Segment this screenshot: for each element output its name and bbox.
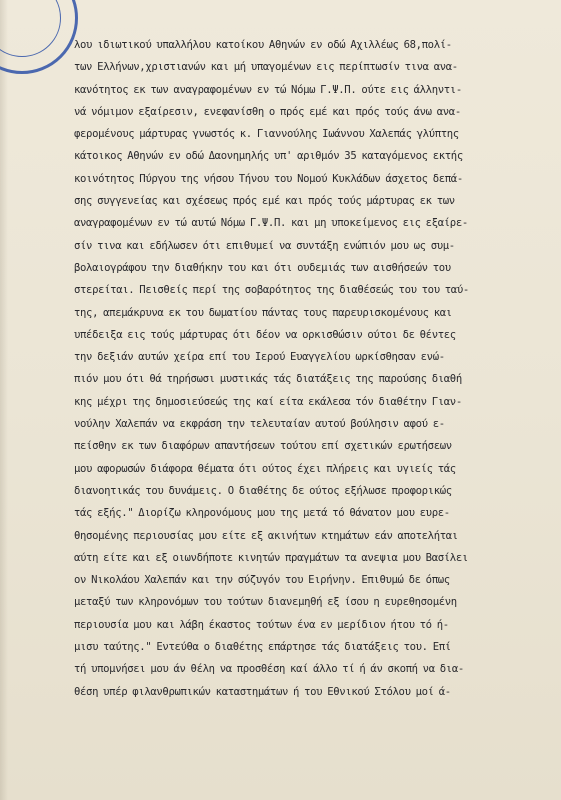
text-line: κης μέχρι της δημοσιεύσεώς της καί είτα εκάλεσα τόν διαθέτην Γιαν-: [74, 395, 462, 408]
text-line: τή υπομνήσει μου άν θέλη να προσθέση καί άλλο τί ή άν σκοπή να δια-: [74, 663, 464, 676]
text-line: νούλην Χαλεπάν να εκφράση την τελευταίαν αυτού βούλησιν αφού ε-: [74, 418, 445, 431]
text-line: λου ιδιωτικού υπαλλήλου κατοίκου Αθηνών εν οδώ Αχιλλέως 68,πολί-: [74, 39, 452, 51]
text-line: ον Νικολάου Χαλεπάν και την σύζυγόν του Ειρήνην. Επιθυμώ δε όπως: [74, 574, 450, 587]
text-line: φερομένους μάρτυρας γνωστός κ. Γιαννούλης Ιωάννου Χαλεπάς γλύπτης: [74, 128, 459, 141]
text-line: σίν τινα και εδήλωσεν ότι επιθυμεί να συντάξη ενώπιόν μου ως συμ-: [74, 239, 455, 252]
text-line: κάτοικος Αθηνών εν οδώ Δαονημηλής υπ' αριθμόν 35 καταγόμενος εκτής: [74, 150, 463, 163]
text-line: μου αφορωσών διάφορα θέματα ότι ούτος έχει πλήρεις και υγιείς τάς: [74, 462, 456, 475]
text-line: μισυ ταύτης." Εντεύθα ο διαθέτης επάρτησε τάς διατάξεις του. Επί: [74, 641, 451, 654]
text-line: αύτη είτε και εξ οιωνδήποτε κινητών πραγμάτων τα ανεψια μου Βασίλει: [74, 551, 468, 564]
text-line: τάς εξής." Διορίζω κληρονόμους μου της μετά τό θάνατον μου ευρε-: [74, 507, 450, 520]
svg-text:ΔΗΜΟΣ ΤΗΝΟΥ: [0, 0, 67, 16]
text-line: μεταξύ των κληρονόμων του τούτων διανεμηθή εξ ίσου η ευρεθησομένη: [74, 596, 457, 609]
text-line: διανοητικάς του δυνάμεις. Ο διαθέτης δε ούτος εξήλωσε προφορικώς: [74, 484, 452, 497]
text-line: περιουσία μου και λάβη έκαστος τούτων ένα εν μερίδιον ήτου τό ή-: [74, 618, 449, 631]
text-line: των Ελλήνων,χριστιανών και μή υπαγομένων εις περίπτωσίν τινα ανα-: [74, 61, 458, 74]
text-line: κοινότητος Πύργου της νήσου Τήνου του Νομού Κυκλάδων άσχετος δεπά-: [74, 172, 463, 185]
text-line: κανότητος εκ των αναγραφομένων εν τώ Νόμω Γ.Ψ.Π. ούτε εις άλληντι-: [74, 83, 462, 96]
text-line: αναγραφομένων εν τώ αυτώ Νόμω Γ.Ψ.Π. και μη υποκείμενος εις εξαίρε-: [74, 217, 468, 230]
text-line: πιόν μου ότι θά τηρήσωσι μυστικάς τάς διατάξεις της παρούσης διαθή: [74, 373, 462, 386]
text-line: νά νόμιμον εξαίρεσιν, ενεφανίσθη ο πρός εμέ και πρός τούς άνω ανα-: [74, 105, 461, 118]
text-line: της, απεμάκρυνα εκ του δωματίου πάντας τους παρευρισκομένους και: [74, 306, 452, 319]
text-line: θησομένης περιουσίας μου είτε εξ ακινήτων κτημάτων εάν αποτελήται: [74, 529, 458, 542]
text-line: σης συγγενείας και σχέσεως πρός εμέ και πρός τούς μάρτυρας εκ των: [74, 195, 455, 208]
text-line: πείσθην εκ των διαφόρων απαντήσεων τούτου επί σχετικών ερωτήσεων: [74, 440, 452, 453]
stamp-lettering: [0, 0, 81, 77]
municipal-stamp: [0, 0, 78, 74]
typed-document-body: [74, 34, 554, 703]
text-line: βολαιογράφου την διαθήκην του και ότι ουδεμιάς των αισθήσεών του: [74, 261, 451, 274]
text-line: την δεξιάν αυτών χείρα επί του Ιερού Ευαγγελίου ωρκίσθησαν ενώ-: [74, 351, 445, 364]
text-line: στερείται. Πεισθείς περί της σοβαρότητος της διαθέσεώς του του ταύ-: [74, 284, 469, 297]
text-line: θέση υπέρ φιλανθρωπικών καταστημάτων ή του Εθνικού Στόλου μοί ά-: [74, 685, 451, 698]
page-edge-shadow: [0, 0, 8, 800]
text-line: υπέδειξα εις τούς μάρτυρας ότι δέον να ορκισθώσιν ούτοι δε θέντες: [74, 328, 456, 341]
